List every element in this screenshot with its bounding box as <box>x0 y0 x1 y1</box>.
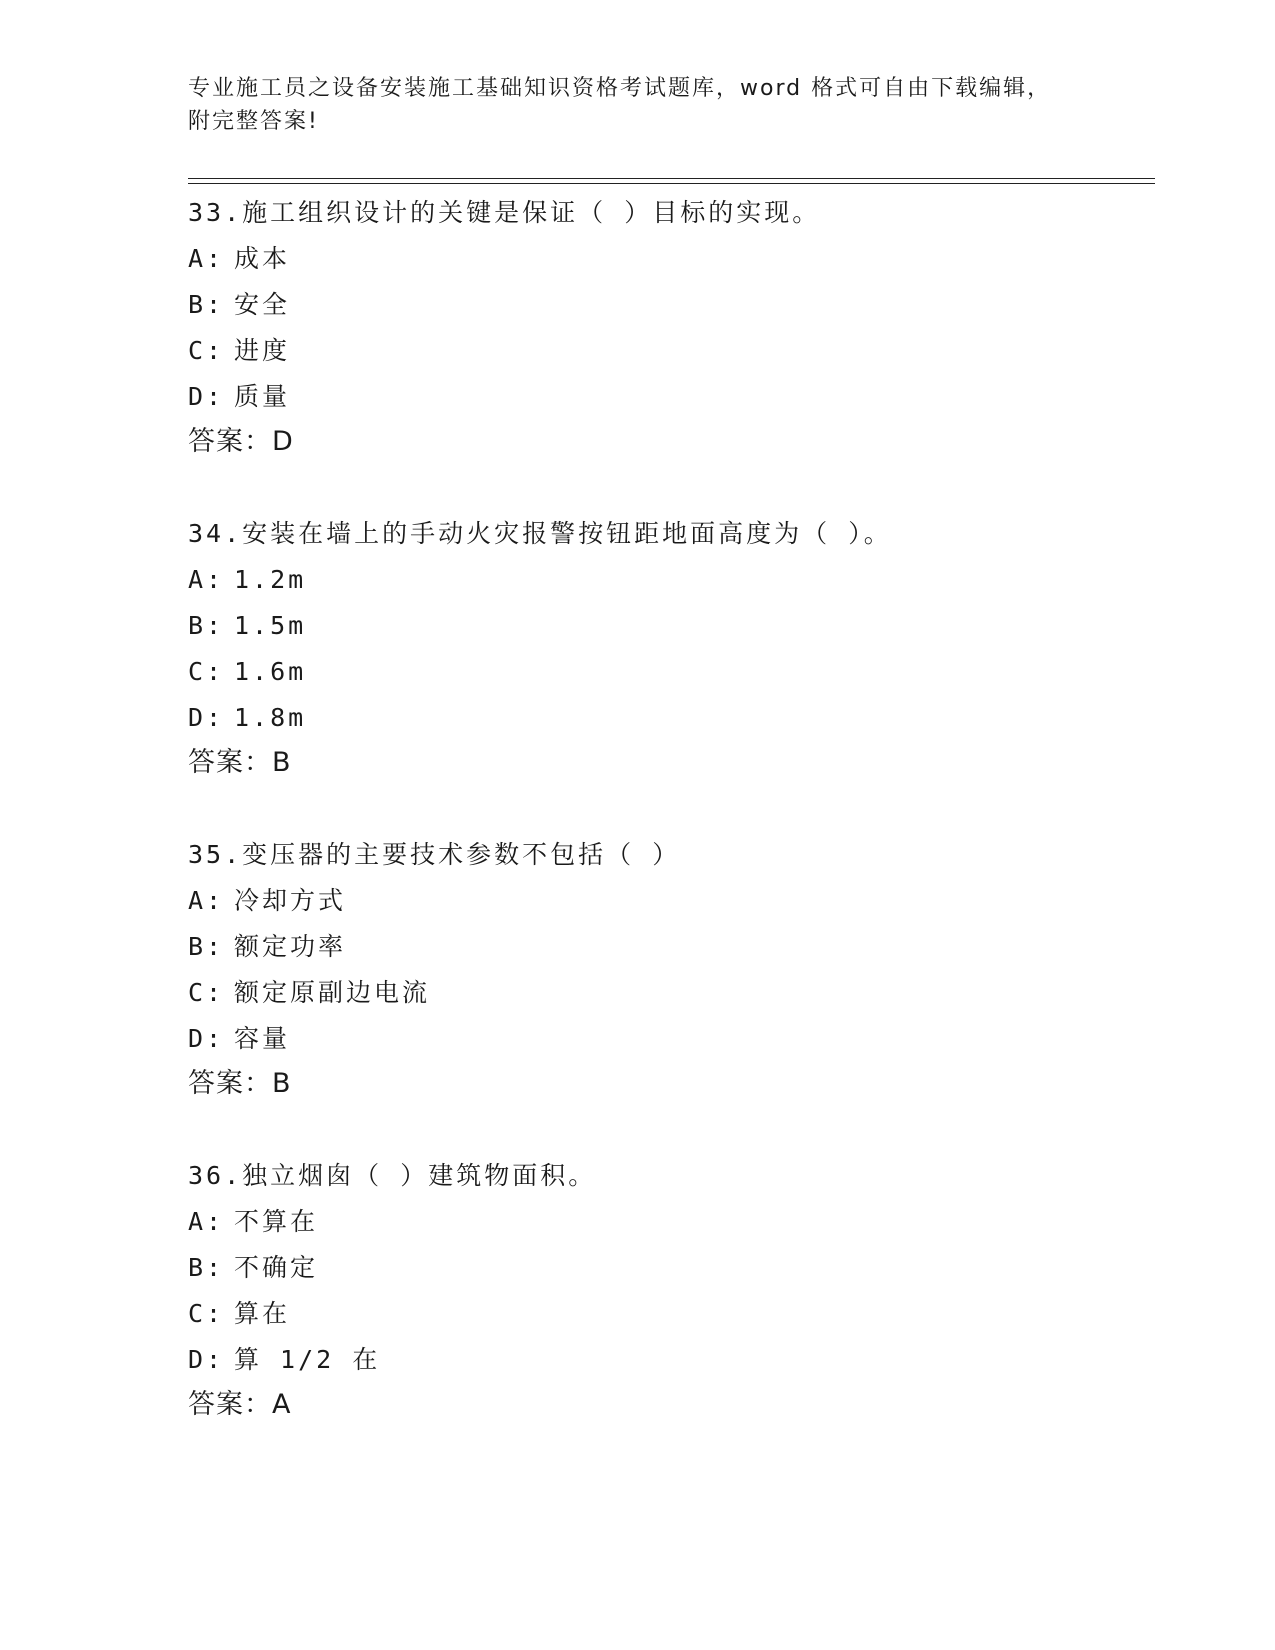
option-text: 算 1/2 在 <box>234 1345 381 1374</box>
question-34 <box>188 511 1148 832</box>
option-label: C: <box>188 978 225 1007</box>
option-b <box>188 603 1148 649</box>
header-divider-top <box>188 178 1155 179</box>
option-text: 额定原副边电流 <box>234 978 431 1007</box>
answer-key: 答案：B <box>188 747 292 778</box>
option-d <box>188 695 1148 741</box>
option-text: 1.2m <box>234 565 307 594</box>
option-a <box>188 557 1148 603</box>
question-36 <box>188 1153 1148 1474</box>
option-d <box>188 374 1148 420</box>
option-label: D: <box>188 1024 225 1053</box>
option-label: B: <box>188 1253 225 1282</box>
option-text: 额定功率 <box>234 932 347 961</box>
option-label: D: <box>188 382 225 411</box>
question-stem: 33.施工组织设计的关键是保证（ ）目标的实现。 <box>188 198 821 227</box>
option-label: B: <box>188 932 225 961</box>
option-b <box>188 282 1148 328</box>
option-b <box>188 1245 1148 1291</box>
option-label: B: <box>188 290 225 319</box>
option-c <box>188 328 1148 374</box>
option-c <box>188 970 1148 1016</box>
option-text: 不算在 <box>234 1207 319 1236</box>
answer-key: 答案：B <box>188 1068 292 1099</box>
option-text: 成本 <box>234 244 291 273</box>
header-divider-bottom <box>188 183 1155 184</box>
option-c <box>188 649 1148 695</box>
option-label: A: <box>188 565 225 594</box>
question-stem: 35.变压器的主要技术参数不包括（ ） <box>188 840 681 869</box>
option-label: A: <box>188 886 225 915</box>
question-stem: 34.安装在墙上的手动火灾报警按钮距地面高度为（ ）。 <box>188 519 892 548</box>
answer-key: 答案：D <box>188 426 294 457</box>
answer-key: 答案：A <box>188 1389 292 1420</box>
header-line-1: 专业施工员之设备安装施工基础知识资格考试题库，word 格式可自由下载编辑， <box>188 76 1052 101</box>
option-text: 1.6m <box>234 657 307 686</box>
option-text: 1.5m <box>234 611 307 640</box>
question-stem: 36.独立烟囱（ ）建筑物面积。 <box>188 1161 597 1190</box>
header-line-2: 附完整答案! <box>188 109 319 134</box>
option-text: 算在 <box>234 1299 291 1328</box>
option-label: B: <box>188 611 225 640</box>
option-label: D: <box>188 1345 225 1374</box>
option-label: C: <box>188 1299 225 1328</box>
option-label: C: <box>188 336 225 365</box>
option-a <box>188 878 1148 924</box>
option-text: 质量 <box>234 382 291 411</box>
option-d <box>188 1337 1148 1383</box>
question-35 <box>188 832 1148 1153</box>
document-header <box>188 72 1088 138</box>
question-list <box>188 190 1148 1474</box>
option-a <box>188 1199 1148 1245</box>
option-b <box>188 924 1148 970</box>
option-d <box>188 1016 1148 1062</box>
option-a <box>188 236 1148 282</box>
option-label: A: <box>188 244 225 273</box>
option-text: 进度 <box>234 336 291 365</box>
question-33 <box>188 190 1148 511</box>
option-text: 安全 <box>234 290 291 319</box>
option-label: D: <box>188 703 225 732</box>
option-label: A: <box>188 1207 225 1236</box>
option-text: 不确定 <box>234 1253 319 1282</box>
option-c <box>188 1291 1148 1337</box>
option-text: 冷却方式 <box>234 886 347 915</box>
option-text: 1.8m <box>234 703 307 732</box>
option-label: C: <box>188 657 225 686</box>
option-text: 容量 <box>234 1024 291 1053</box>
